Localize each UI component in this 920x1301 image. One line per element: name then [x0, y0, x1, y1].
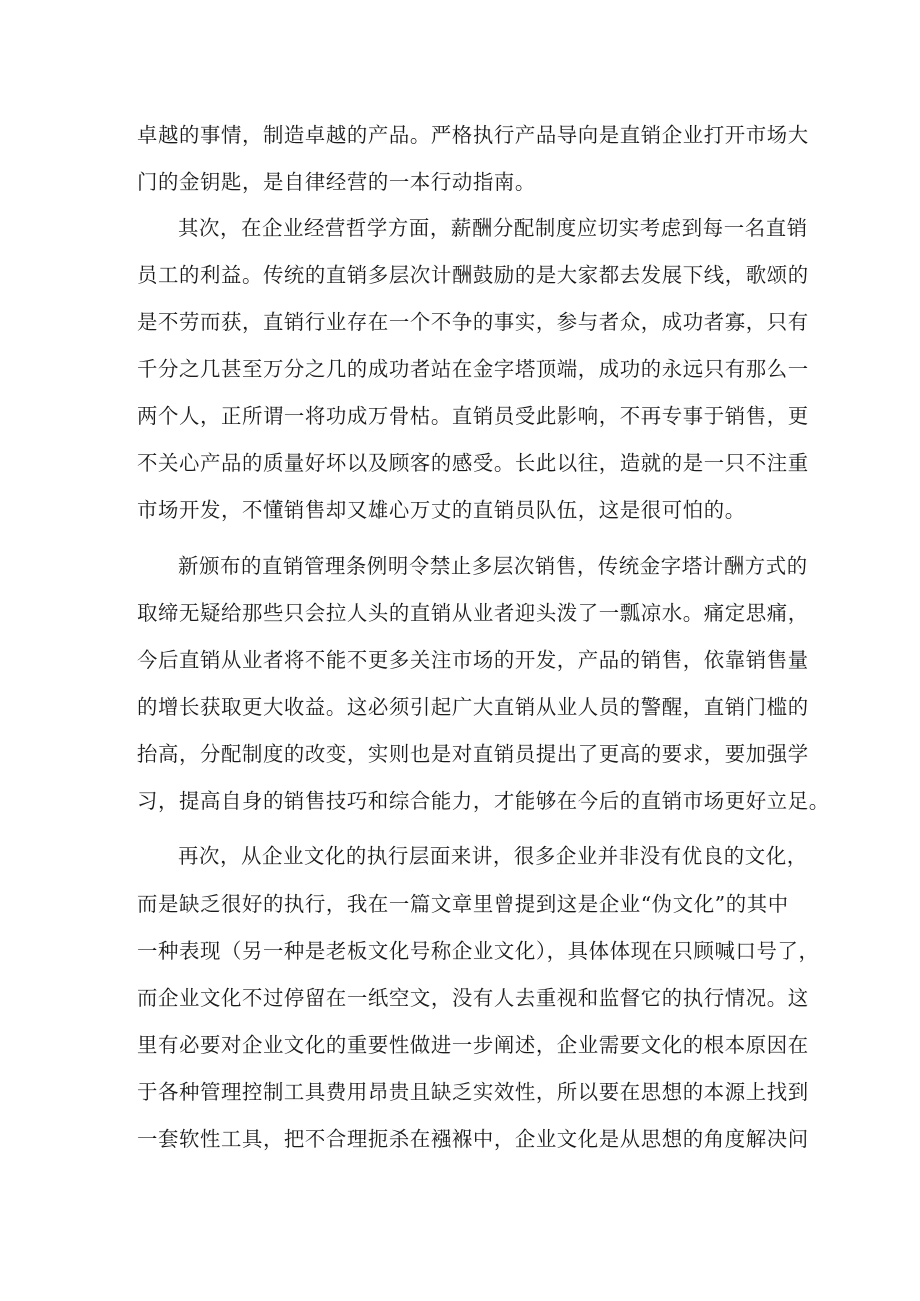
paragraph-line: 一种表现（另一种是老板文化号称企业文化），具体体现在只顾喊口号了，	[137, 939, 820, 963]
paragraph-line: 习，提高自身的销售技巧和综合能力，才能够在今后的直销市场更好立足。	[137, 789, 830, 813]
paragraph-line: 门的金钥匙，是自律经营的一本行动指南。	[137, 170, 536, 194]
paragraph-line: 新颁布的直销管理条例明令禁止多层次销售，传统金字塔计酬方式的	[178, 554, 808, 578]
paragraph-line: 千分之几甚至万分之几的成功者站在金字塔顶端，成功的永远只有那么一	[137, 357, 809, 381]
paragraph-line: 抬高，分配制度的改变，实则也是对直销员提出了更高的要求，要加强学	[137, 742, 809, 766]
paragraph-line: 其次，在企业经营哲学方面，薪酬分配制度应切实考虑到每一名直销	[178, 216, 808, 240]
paragraph-line: 里有必要对企业文化的重要性做进一步阐述，企业需要文化的根本原因在	[137, 1033, 809, 1057]
paragraph-line: 的增长获取更大收益。这必须引起广大直销从业人员的警醒，直销门槛的	[137, 695, 809, 719]
paragraph-line: 而企业文化不过停留在一纸空文，没有人去重视和监督它的执行情况。这	[137, 986, 809, 1010]
paragraph-line: 再次，从企业文化的执行层面来讲，很多企业并非没有优良的文化，	[178, 844, 808, 868]
paragraph-line: 一套软性工具，把不合理扼杀在襁褓中，企业文化是从思想的角度解决问	[137, 1127, 809, 1151]
paragraph-line: 市场开发，不懂销售却又雄心万丈的直销员队伍，这是很可怕的。	[137, 498, 746, 522]
paragraph-line: 员工的利益。传统的直销多层次计酬鼓励的是大家都去发展下线，歌颂的	[137, 263, 809, 287]
paragraph-line: 而是缺乏很好的执行，我在一篇文章里曾提到这是企业“伪文化”的其中	[137, 892, 789, 916]
paragraph-line: 今后直销从业者将不能不更多关注市场的开发，产品的销售，依靠销售量	[137, 648, 809, 672]
paragraph-line: 两个人，正所谓一将功成万骨枯。直销员受此影响，不再专事于销售，更	[137, 404, 809, 428]
paragraph-line: 不关心产品的质量好坏以及顾客的感受。长此以往，造就的是一只不注重	[137, 451, 809, 475]
paragraph-line: 取缔无疑给那些只会拉人头的直销从业者迎头泼了一瓢凉水。痛定思痛，	[137, 601, 809, 625]
paragraph-line: 于各种管理控制工具费用昂贵且缺乏实效性，所以要在思想的本源上找到	[137, 1080, 809, 1104]
paragraph-line: 是不劳而获，直销行业存在一个不争的事实，参与者众，成功者寡，只有	[137, 310, 809, 334]
paragraph-line: 卓越的事情，制造卓越的产品。严格执行产品导向是直销企业打开市场大	[137, 123, 809, 147]
